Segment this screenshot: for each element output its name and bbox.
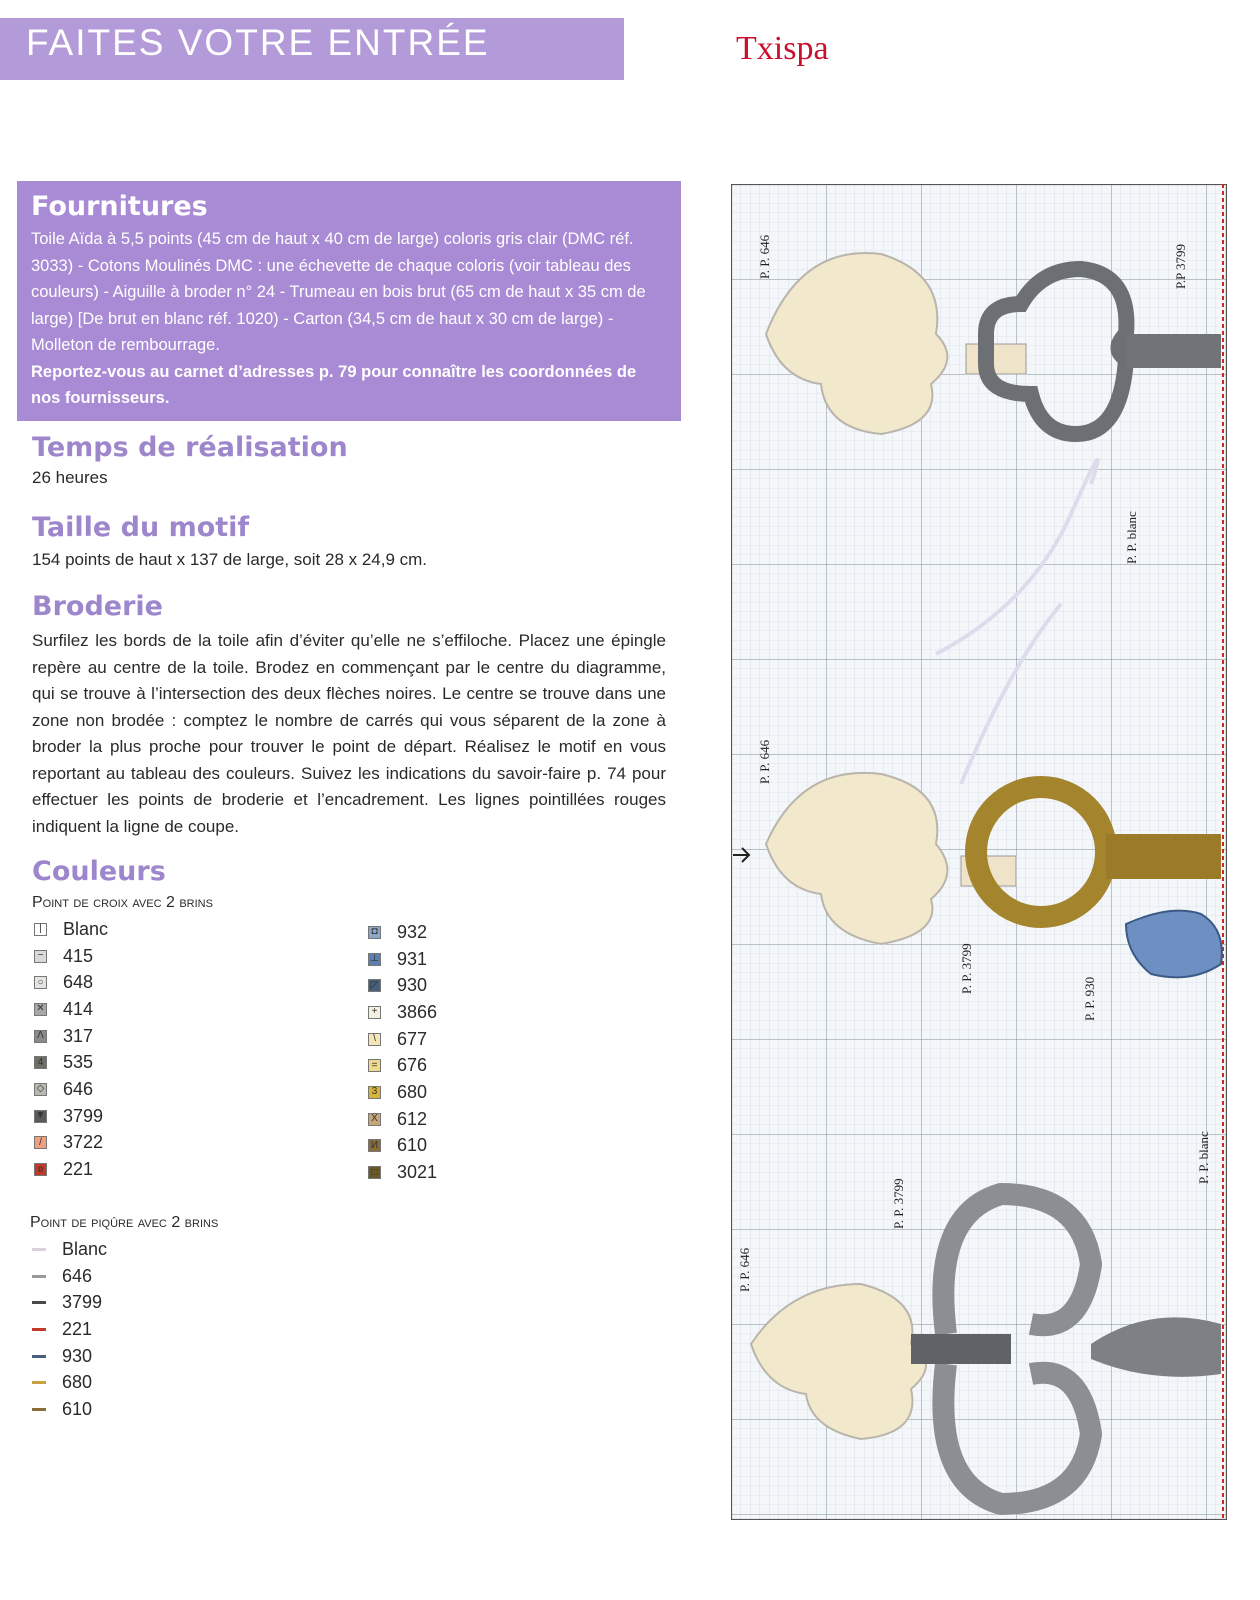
legend-label: 930 xyxy=(397,975,428,996)
legend-label: Blanc xyxy=(62,1238,108,1259)
legend-label: 3799 xyxy=(63,1105,104,1126)
legend-label: 930 xyxy=(62,1345,93,1366)
legend-item xyxy=(32,1396,107,1423)
size-heading: Taille du motif xyxy=(32,512,250,543)
chart-label: P. P. 3799 xyxy=(959,943,974,994)
legend-label: 3799 xyxy=(62,1292,103,1313)
legend-label: 931 xyxy=(397,948,428,969)
cross-legend-right xyxy=(368,919,437,1186)
legend-item xyxy=(32,1316,107,1343)
legend-item xyxy=(368,972,437,999)
legend-label: 414 xyxy=(63,998,94,1019)
swatch-icon: ⊥ xyxy=(368,953,381,966)
legend-item xyxy=(368,999,437,1026)
swatch-icon: + xyxy=(368,1006,381,1019)
legend-item xyxy=(32,1236,107,1263)
grey-key-shaft xyxy=(1126,334,1221,368)
size-value: 154 points de haut x 137 de large, soit 28 x 24,9 cm. xyxy=(32,550,428,569)
supplies-text: Toile Aïda à 5,5 points (45 cm de haut x 40 cm de large) coloris gris clair (DMC réf. 3033) - Cotons Moulinés DMC : une échevette de chaque coloris (voir tableau des couleurs) - Aiguille à broder n° 24 - Trumeau en bois brut (65 cm de haut x 35 cm de large) [De brut en blanc réf. 1020) - Carton (34,5 cm de haut x 30 cm de large) - Molleton de rembourrage. xyxy=(31,230,646,354)
chart-label: P. P. 646 xyxy=(757,739,772,784)
dash-icon xyxy=(32,1275,46,1278)
legend-label: 3021 xyxy=(397,1162,438,1183)
colors-heading: Couleurs xyxy=(32,856,166,887)
chart-label: P. P. 3799 xyxy=(891,1178,906,1229)
swatch-icon: / xyxy=(34,1136,47,1149)
legend-label: 646 xyxy=(63,1078,94,1099)
dash-icon xyxy=(32,1248,46,1251)
legend-label: 415 xyxy=(63,945,94,966)
dash-icon xyxy=(32,1408,46,1411)
legend-item xyxy=(34,1156,108,1183)
leaf-stem xyxy=(966,344,1026,374)
legend-item xyxy=(368,1106,437,1133)
cross-stitch-title: Point de croix avec 2 brins xyxy=(32,894,213,911)
legend-label: 680 xyxy=(397,1081,428,1102)
legend-item xyxy=(34,1130,108,1157)
chart-label: P. P. blanc xyxy=(1124,511,1139,564)
time-value: 26 heures xyxy=(32,468,108,487)
legend-item xyxy=(32,1289,107,1316)
fleur-center xyxy=(911,1334,1011,1364)
swatch-icon: = xyxy=(368,1059,381,1072)
backstitch-legend xyxy=(32,1236,107,1423)
swatch-icon: ◘ xyxy=(368,926,381,939)
legend-label: 932 xyxy=(397,921,428,942)
legend-label: 610 xyxy=(397,1135,428,1156)
legend-item xyxy=(34,943,108,970)
chart-label: P. P. 930 xyxy=(1082,976,1097,1021)
watermark: Txispa xyxy=(736,30,829,67)
legend-item xyxy=(368,1052,437,1079)
swatch-icon: И xyxy=(368,1139,381,1152)
supplies-heading: Fournitures xyxy=(31,191,208,222)
swatch-icon: 3 xyxy=(368,1086,381,1099)
legend-label: Blanc xyxy=(63,918,109,939)
supplies-note: Reportez-vous au carnet d’adresses p. 79 pour connaître les coordonnées de nos fournisseurs. xyxy=(31,362,637,407)
legend-label: 3722 xyxy=(63,1132,104,1153)
swatch-icon: □ xyxy=(368,1166,381,1179)
legend-label: 535 xyxy=(63,1052,94,1073)
legend-item xyxy=(34,1076,108,1103)
dash-icon xyxy=(32,1301,46,1304)
legend-label: 221 xyxy=(62,1318,93,1339)
stitch-chart xyxy=(731,184,1227,1520)
legend-item xyxy=(368,1079,437,1106)
swatch-icon: ✕ xyxy=(34,1003,47,1016)
legend-item xyxy=(34,1103,108,1130)
cross-legend-left xyxy=(34,916,108,1183)
legend-label: 610 xyxy=(62,1398,93,1419)
swatch-icon: Λ xyxy=(34,1030,47,1043)
swatch-icon: ▼ xyxy=(35,1110,46,1122)
chart-label: P. P. 646 xyxy=(737,1247,752,1292)
legend-item xyxy=(368,946,437,973)
legend-item xyxy=(34,996,108,1023)
legend-label: 3866 xyxy=(397,1001,438,1022)
legend-item xyxy=(32,1263,107,1290)
legend-label: 677 xyxy=(397,1028,428,1049)
legend-label: 612 xyxy=(397,1108,428,1129)
embroidery-text: Surfilez les bords de la toile afin d’éviter qu’elle ne s’effiloche. Placez une épingle repère au centre de la toile. Brodez en commençant par le centre du diagramme, qui se trouve à l’intersection des deux flèches noires. Le centre se trouve dans une zone non brodée : comptez le nombre de carrés qui vous séparent de la zone à broder la plus proche pour trouver le point de départ. Réalisez le motif en vous reportant au tableau des couleurs. Suivez les indications du savoir-faire p. 74 pour effectuer les points de broderie et l’encadrement. Les lignes pointillées rouges indiquent la ligne de coupe. xyxy=(32,631,666,836)
chart-label: P. P. blanc xyxy=(1196,1131,1211,1184)
legend-item xyxy=(368,1026,437,1053)
dash-icon xyxy=(32,1381,46,1384)
legend-item xyxy=(368,1133,437,1160)
legend-item xyxy=(34,969,108,996)
chart-label: P.P 3799 xyxy=(1173,243,1188,289)
legend-item xyxy=(368,919,437,946)
dash-icon xyxy=(32,1355,46,1358)
swatch-icon: ○ xyxy=(34,976,47,989)
legend-item xyxy=(32,1343,107,1370)
chart-label: P. P. 646 xyxy=(757,234,772,279)
dash-icon xyxy=(32,1328,46,1331)
legend-item xyxy=(34,916,108,943)
swatch-icon: ◇ xyxy=(34,1083,47,1096)
legend-label: 317 xyxy=(63,1025,94,1046)
legend-label: 646 xyxy=(62,1265,93,1286)
swatch-icon: ʚ xyxy=(34,1163,47,1176)
time-heading: Temps de réalisation xyxy=(32,432,348,463)
swatch-icon: \ xyxy=(368,1033,381,1046)
gold-key-shaft xyxy=(1106,834,1221,879)
legend-label: 648 xyxy=(63,972,94,993)
page-title: FAITES VOTRE ENTRÉE xyxy=(26,22,490,63)
swatch-icon: ◸ xyxy=(368,979,381,992)
legend-item xyxy=(34,1023,108,1050)
swatch-icon: X xyxy=(368,1113,381,1126)
backstitch-title: Point de piqûre avec 2 brins xyxy=(30,1214,219,1231)
supplies-box xyxy=(17,181,681,421)
embroidery-heading: Broderie xyxy=(32,591,163,622)
legend-item xyxy=(34,1049,108,1076)
swatch-icon: − xyxy=(34,950,47,963)
legend-label: 676 xyxy=(397,1055,428,1076)
legend-label: 221 xyxy=(63,1159,94,1180)
swatch-icon: | xyxy=(34,923,47,936)
legend-item xyxy=(32,1369,107,1396)
legend-item xyxy=(368,1159,437,1186)
legend-label: 680 xyxy=(62,1372,93,1393)
swatch-icon: 4 xyxy=(34,1056,47,1069)
